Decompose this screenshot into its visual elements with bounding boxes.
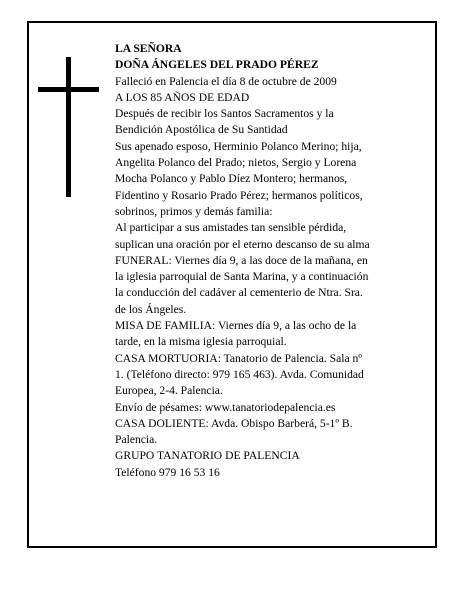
funeral-line: la iglesia parroquial de Santa Marina, y a continuación (115, 270, 369, 284)
funeral-line: la conducción del cadáver al cementerio de Ntra. Sra. (115, 286, 363, 300)
request-line: suplican una oración por el eterno descanso de su alma (115, 237, 370, 251)
cross-horizontal-bar (38, 87, 99, 92)
family-line: sobrinos, primos y demás familia: (115, 204, 273, 218)
condolences-line: Envío de pésames: www.tanatoriodepalencia.es (115, 400, 336, 414)
funeral-home-line: CASA MORTUORIA: Tanatorio de Palencia. Sala nº (115, 351, 362, 365)
family-mass-line: tarde, en la misma iglesia parroquial. (115, 335, 287, 349)
family-line: Sus apenado esposo, Herminio Polanco Merino; hija, (115, 139, 362, 153)
obituary-text (115, 41, 429, 481)
company-phone: Teléfono 979 16 53 16 (115, 465, 220, 479)
mourning-house-line: CASA DOLIENTE: Avda. Obispo Barberá, 5-1º B. (115, 416, 353, 430)
header-title: LA SEÑORA (115, 42, 182, 55)
sacraments-line: Después de recibir los Santos Sacramentos y la (115, 107, 334, 121)
mourning-house-line: Palencia. (115, 433, 158, 447)
family-line: Mocha Polanco y Pablo Díez Montero; hermanos, (115, 172, 348, 186)
funeral-home-line: Europea, 2-4. Palencia. (115, 384, 223, 398)
family-line: Fidentino y Rosario Prado Pérez; hermanos políticos, (115, 188, 363, 202)
company-name: GRUPO TANATORIO DE PALENCIA (115, 449, 300, 463)
cross-vertical-bar (66, 57, 71, 197)
death-date-line: Falleció en Palencia el día 8 de octubre de 2009 (115, 74, 337, 88)
funeral-home-line: 1. (Teléfono directo: 979 165 463). Avda. Comunidad (115, 367, 364, 381)
deceased-name: DOÑA ÁNGELES DEL PRADO PÉREZ (115, 58, 319, 72)
age-line: A LOS 85 AÑOS DE EDAD (115, 90, 250, 104)
sacraments-line-2: Bendición Apostólica de Su Santidad (115, 123, 288, 137)
funeral-line: de los Ángeles. (115, 302, 187, 316)
request-line: Al participar a sus amistades tan sensible pérdida, (115, 221, 347, 235)
family-mass-line: MISA DE FAMILIA: Viernes día 9, a las ocho de la (115, 319, 357, 333)
family-line: Angelita Polanco del Prado; nietos, Sergio y Lorena (115, 156, 357, 170)
funeral-line: FUNERAL: Viernes día 9, a las doce de la mañana, en (115, 253, 368, 267)
